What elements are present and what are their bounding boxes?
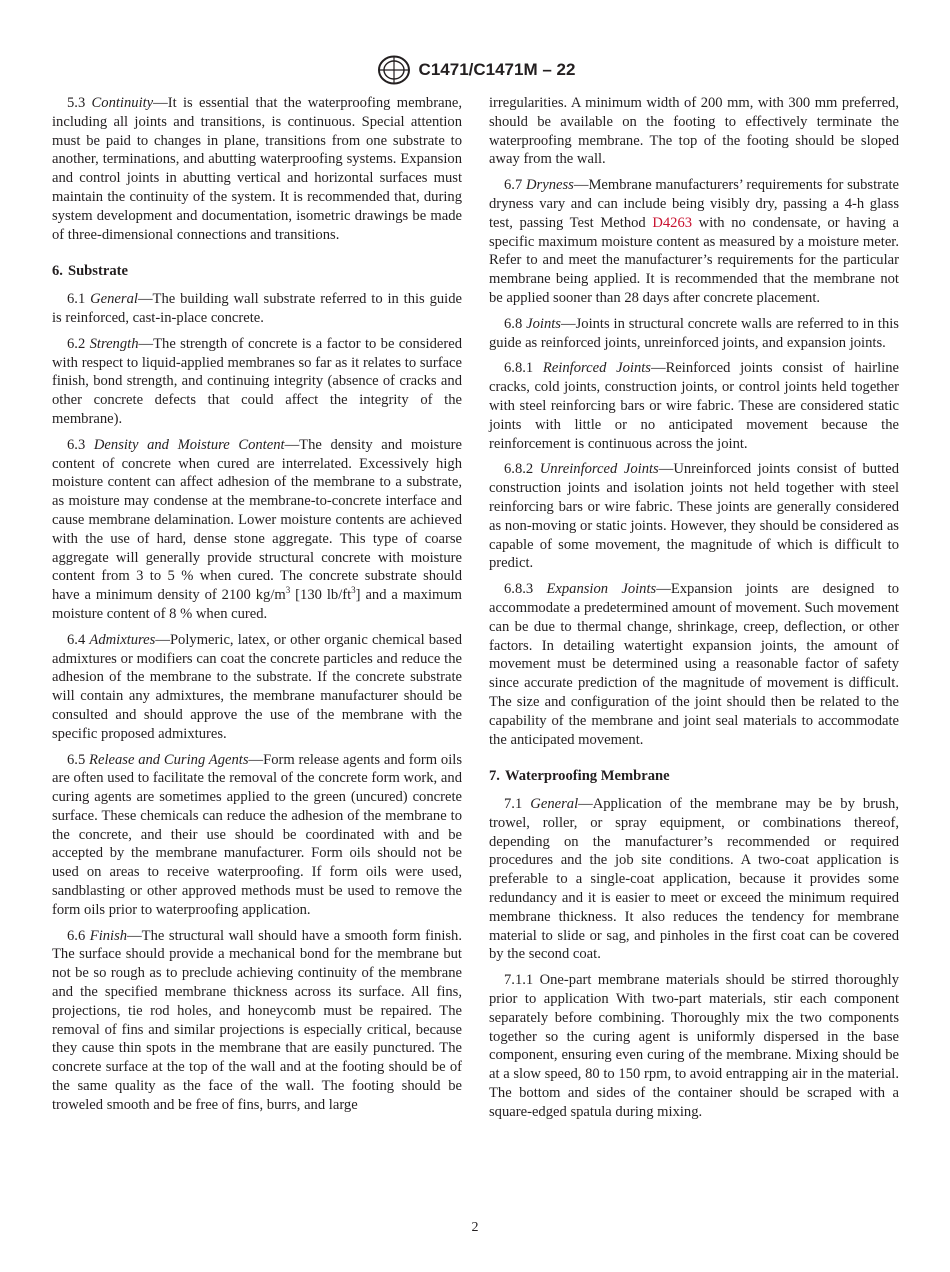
paragraph-6-3: 6.3 Density and Moisture Content—The density and moisture content of concrete when cured are interrelated. Excessively high moisture content can affect adhesion of the membrane to a substrate, as moisture may condense at the membrane-to-concrete interface and cause membrane delamination. Lower moisture contents are achieved with the use of hard, dense stone aggregate. This type of coarse aggregate will generally provide structural concrete with moisture content from 3 to 5 % when cured. The concrete substrate should have a minimum density of 2100 $kg/m^3$ [130 $lb/ft^3$] and a maximum moisture content of 8 % when cured. <box>52 436 462 622</box>
paragraph-6-8-1: 6.8.1 Reinforced Joints—Reinforced joints consist of hairline cracks, cold joints, construction joints, or control joints held together with steel reinforcing bars or wire fabric. These are considered static joints with little or no anticipated movement because the reinforcement is continuous across the joint. <box>489 360 899 452</box>
paragraph-6-8-3: 6.8.3 Expansion Joints—Expansion joints are designed to accommodate a predetermined amount of movement. Such movement can be due to thermal change, shrinkage, creep, deflection, or other factors. In detailing watertight expansion joints, the amount of movement must be determined using a reasonable factor of safety since accurate prediction of the magnitude of movement is difficult. The size and configuration of the joint should then be related to the capability of the membrane and joint seal materials to accommodate the anticipated movement. <box>489 581 899 748</box>
paragraph-6-8: 6.8 Joints—Joints in structural concrete walls are referred to in this guide as reinforced joints, unreinforced joints, and expansion joints. <box>489 315 899 351</box>
paragraph-6-4: 6.4 Admixtures—Polymeric, latex, or other organic chemical based admixtures or modifiers can coat the concrete particles and reduce the adhesion of the membrane to the substrate. If the concrete substrate will contain any admixtures, the membrane manufacturer should be consulted and should approve the use of the membrane with the specific proposed admixtures. <box>52 631 462 742</box>
page-number: 2 <box>471 1220 479 1235</box>
paragraph-6-8-2: 6.8.2 Unreinforced Joints—Unreinforced joints consist of butted construction joints and isolation joints not held together with steel reinforcing bars or wire fabric. These joints are generally considered as non-moving or static joints. However, they should be considered as capable of some movement, the magnitude of which is difficult to predict. <box>489 461 899 572</box>
section-heading-7: 7. Waterproofing Membrane <box>489 768 670 785</box>
paragraph-6-5: 6.5 Release and Curing Agents—Form release agents and form oils are often used to facilitate the removal of the concrete form work, and curing agents are sometimes applied to the green (uncured) concrete surface. These chemicals can reduce the adhesion of the membrane to the concrete, and their use should be coordinated with and be accepted by the membrane manufacturer. Form oils should not be used on areas to receive waterproofing. If form oils were used, sandblasting or other approved methods must be used to remove the form oils prior to waterproofing application. <box>52 751 462 918</box>
section-heading-6: 6. Substrate <box>52 263 128 280</box>
d4263-link[interactable]: D4263 <box>652 214 693 231</box>
paragraph-5-3: 5.3 Continuity—It is essential that the waterproofing membrane, including all joints and transitions, is continuous. Special attention must be paid to changes in plane, transitions from one substrate to another, terminations, and abutting waterproofing systems. Expansion and control joints in abutting vertical and horizontal surfaces must maintain the continuity of the system. It is recommended that, during system development and documentation, isometric drawings be made of three-dimensional connections and transitions. <box>52 95 462 243</box>
paragraph-7-1: 7.1 General—Application of the membrane may be by brush, trowel, roller, or spray equipment, or combinations thereof, depending on the manufacturer’s recommended or required procedures and the job site conditions. A two-coat application is preferable to a single-coat application, because it provides some redundancy and it is easier to meet or exceed the minimum required membrane thickness. It also reduces the tendency for membrane material to slide or sag, and pinholes in the first coat can be covered by the second coat. <box>489 796 899 963</box>
astm-logo-icon <box>375 55 413 85</box>
page-header <box>0 55 950 85</box>
paragraph-6-6-continued: irregularities. A minimum width of 200 mm, with 300 mm preferred, should be available on the footing to effectively terminate the waterproofing membrane. The top of the footing should be sloped away from the wall. <box>489 95 899 168</box>
paragraph-6-1: 6.1 General—The building wall substrate referred to in this guide is reinforced, cast-in-place concrete. <box>52 291 463 326</box>
paragraph-6-6: 6.6 Finish—The structural wall should have a smooth form finish. The surface should provide a mechanical bond for the membrane but not be so rough as to preclude achieving continuity of the membrane and the specified membrane thickness across its surface. All fins, projections, tie rod holes, and honeycomb must be repaired. The removal of fins and similar projections is especially critical, because they cause thin spots in the membrane that are easily punctured. The concrete surface at the top of the wall and at the footing should be of the same quality as the face of the wall. The footing should be troweled smooth and be free of fins, burrs, and large <box>52 927 462 1113</box>
paragraph-6-7: 6.7 Dryness—Membrane manufacturers’ requirements for substrate dryness vary and can include being visibly dry, passing a 4-h glass test, passing Test Method D4263 with no condensate, or having a specific maximum moisture content as measured by a moisture meter. Refer to and meet the manufacturer’s requirements for the particular membrane being applied. It is recommended that the membrane not be applied sooner than 28 days after concrete placement. <box>489 177 900 306</box>
right-column <box>489 94 899 1129</box>
paragraph-7-1-1: 7.1.1 One-part membrane materials should be stirred thoroughly prior to application With two-part materials, stir each component separately before combining. Thoroughly mix the two components together so the curing agent is uniformly dispersed in the base component, ensuring even curing of the membrane. Mixing should be at a slow speed, 80 to 150 rpm, to avoid entrapping air in the material. The bottom and sides of the container should be scraped with a square-edged spatula during mixing. <box>489 972 899 1120</box>
paragraph-6-2: 6.2 Strength—The strength of concrete is a factor to be considered with respect to liquid-applied membranes so far as it relates to surface finish, bond strength, and continuing integrity (absence of cracks and other concrete defects that could affect the integrity of the membrane). <box>52 335 462 427</box>
standard-designation: C1471/C1471M – 22 <box>418 60 576 79</box>
left-column <box>52 94 462 1122</box>
